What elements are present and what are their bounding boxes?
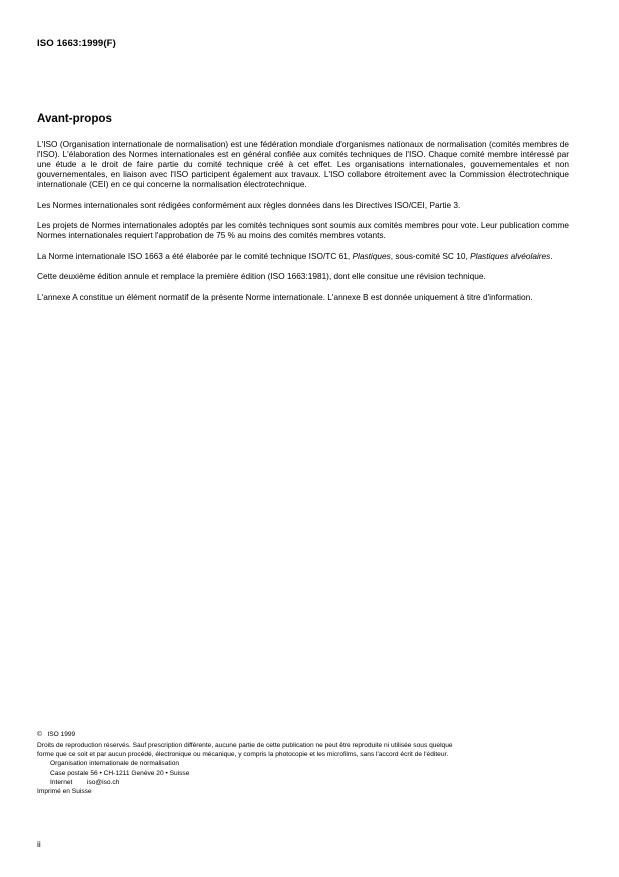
printed-in: Imprimé en Suisse bbox=[37, 788, 92, 796]
copyright-block bbox=[37, 730, 577, 797]
p4-committee-name: Plastiques bbox=[352, 250, 391, 261]
org-address: Case postale 56 • CH-1211 Genève 20 • Suisse bbox=[50, 769, 190, 777]
page-number: ii bbox=[37, 839, 41, 849]
p4-text-middle: , sous-comité SC 10, bbox=[390, 250, 471, 261]
org-email: iso@iso.ch bbox=[87, 778, 120, 786]
rights-line-2: forme que ce soit et par aucun procédé, électronique ou mécanique, y compris la photocopie et les microfilms, sans l'accord écrit de l'éditeur. bbox=[37, 751, 449, 759]
p4-text-start: La Norme internationale ISO 1663 a été élaborée par le comité technique ISO/TC 61, bbox=[37, 250, 353, 261]
p4-subcommittee-name: Plastiques alvéolaires bbox=[470, 250, 551, 261]
internet-label: Internet bbox=[50, 778, 73, 786]
org-name: Organisation internationale de normalisation bbox=[50, 760, 180, 768]
copyright-rights bbox=[37, 741, 577, 760]
copyright-symbol: © bbox=[37, 731, 42, 738]
org-internet bbox=[37, 778, 577, 787]
foreword-paragraph-1: L'ISO (Organisation internationale de normalisation) est une fédération mondiale d'organismes nationaux de normalisation (comités membres de l'ISO). L'élaboration des Normes internationales est en général confiée aux comités techniques de l'ISO. Chaque comité membre intéressé par une étude a le droit de faire partie du comité technique créé à cet effet. Les organisations internationales, gouvernementales et non gouvernementales, en liaison avec l'ISO participent également aux travaux. L'ISO collabore étroitement avec la Commission électrotechnique internationale (CEI) en ce qui concerne la normalisation électrotechnique. bbox=[37, 139, 569, 190]
foreword-paragraph-4 bbox=[37, 251, 569, 261]
document-id: ISO 1663:1999(F) bbox=[37, 38, 116, 49]
foreword-paragraph-3: Les projets de Normes internationales adoptés par les comités techniques sont soumis aux comités membres pour vote. Leur publication comme Normes internationales requiert l'approbation de 75 % au moins des comités membres votants. bbox=[37, 220, 569, 241]
foreword-paragraph-5: Cette deuxième édition annule et remplace la première édition (ISO 1663:1981), dont elle consitue une révision technique. bbox=[37, 271, 486, 282]
foreword-body bbox=[37, 139, 569, 312]
foreword-title: Avant-propos bbox=[37, 112, 112, 125]
foreword-paragraph-6: L'annexe A constitue un élément normatif de la présente Norme internationale. L'annexe B est donnée uniquement à titre d'information. bbox=[37, 291, 533, 302]
rights-line-1: Droits de reproduction réservés. Sauf prescription différente, aucune partie de cette publication ne peut être reproduite ni utilisée sous quelque bbox=[37, 741, 453, 749]
p4-text-end: . bbox=[550, 250, 553, 261]
foreword-paragraph-2: Les Normes internationales sont rédigées conformément aux règles données dans les Directives ISO/CEI, Partie 3. bbox=[37, 199, 461, 210]
copyright-year-text: ISO 1999 bbox=[47, 731, 76, 738]
copyright-year bbox=[37, 730, 577, 739]
